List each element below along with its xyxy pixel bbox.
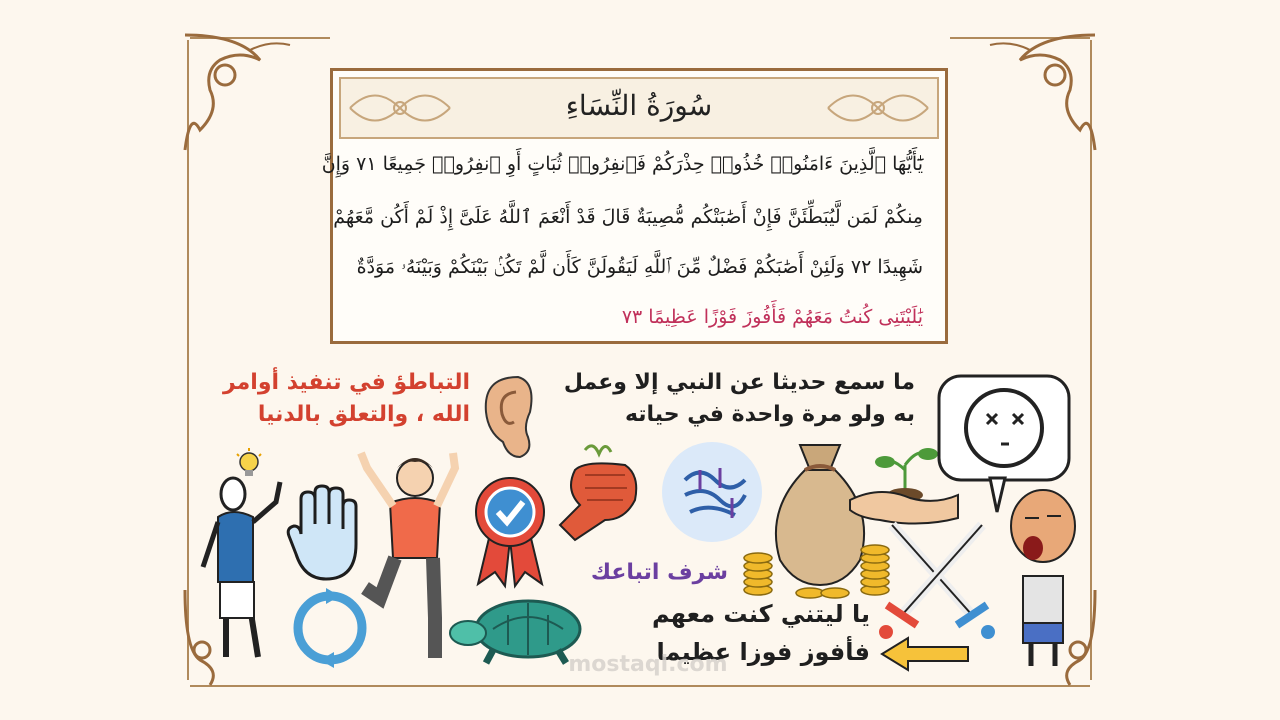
- corner-ornament-top-left: [180, 30, 330, 160]
- corner-ornament-top-right: [950, 30, 1100, 160]
- quran-page: [321, 68, 948, 344]
- hadith-caption-line2: به ولو مرة واحدة في حياته: [624, 402, 915, 427]
- surah-header-banner: [339, 77, 939, 139]
- ayah-line-4-highlight: يَٰلَيْتَنِى كُنتُ مَعَهُمْ فَأَفُوزَ فَوْزًا عَظِيمًا ٧٣: [621, 306, 923, 328]
- ear-icon: [478, 372, 540, 462]
- surah-title: سُورَةُ النِّسَاءِ: [565, 89, 713, 122]
- watermark-text: mostaql.com: [568, 652, 728, 677]
- yelling-man-figure: [995, 488, 1085, 670]
- frame-bottom-line: [190, 685, 1090, 687]
- ayah-line-3: شَهِيدًا ٧٢ وَلَئِنْ أَصَٰبَكُمْ فَضْلٌ مِّنَ ٱللَّهِ لَيَقُولَنَّ كَأَن لَّمْ تَكُنۢ بَيْنَكُمْ وَبَيْنَهُۥ مَوَدَّةٌ: [356, 256, 923, 278]
- ayah-line-2: مِنكُمْ لَمَن لَّيُبَطِّئَنَّ فَإِنْ أَصَٰبَتْكُم مُّصِيبَةٌ قَالَ قَدْ أَنْعَمَ ٱللَّهُ عَلَىَّ إِذْ لَمْ أَكُن مَّعَهُمْ: [333, 206, 923, 228]
- hesitation-caption-line1: التباطؤ في تنفيذ أوامر: [222, 370, 470, 395]
- stop-hand-icon: [286, 484, 366, 584]
- fist-plant-icon: [555, 440, 645, 545]
- quality-badge-icon: [470, 474, 550, 586]
- crossed-swords-icon: [872, 520, 1002, 645]
- hesitation-caption-line2: الله ، والتعلق بالدنيا: [257, 402, 470, 427]
- wish-caption-line2: فأفوز فوزا عظيما: [656, 638, 870, 666]
- honor-caption: شرف اتباعك: [590, 560, 728, 585]
- ayah-line-1: يَٰٓأَيُّهَا ٱلَّذِينَ ءَامَنُوا۟ خُذُوا۟ حِذْرَكُمْ فَٱنفِرُوا۟ ثُبَاتٍ أَوِ ٱنفِرُوا۟ جَمِيعًا ٧١ وَإِنَّ: [321, 153, 923, 175]
- left-arrow-icon: [880, 636, 970, 672]
- wish-caption-line1: يا ليتني كنت معهم: [651, 600, 870, 628]
- hadith-caption-line1: ما سمع حديثا عن النبي إلا وعمل: [563, 370, 915, 395]
- thinking-man-figure: [198, 472, 288, 668]
